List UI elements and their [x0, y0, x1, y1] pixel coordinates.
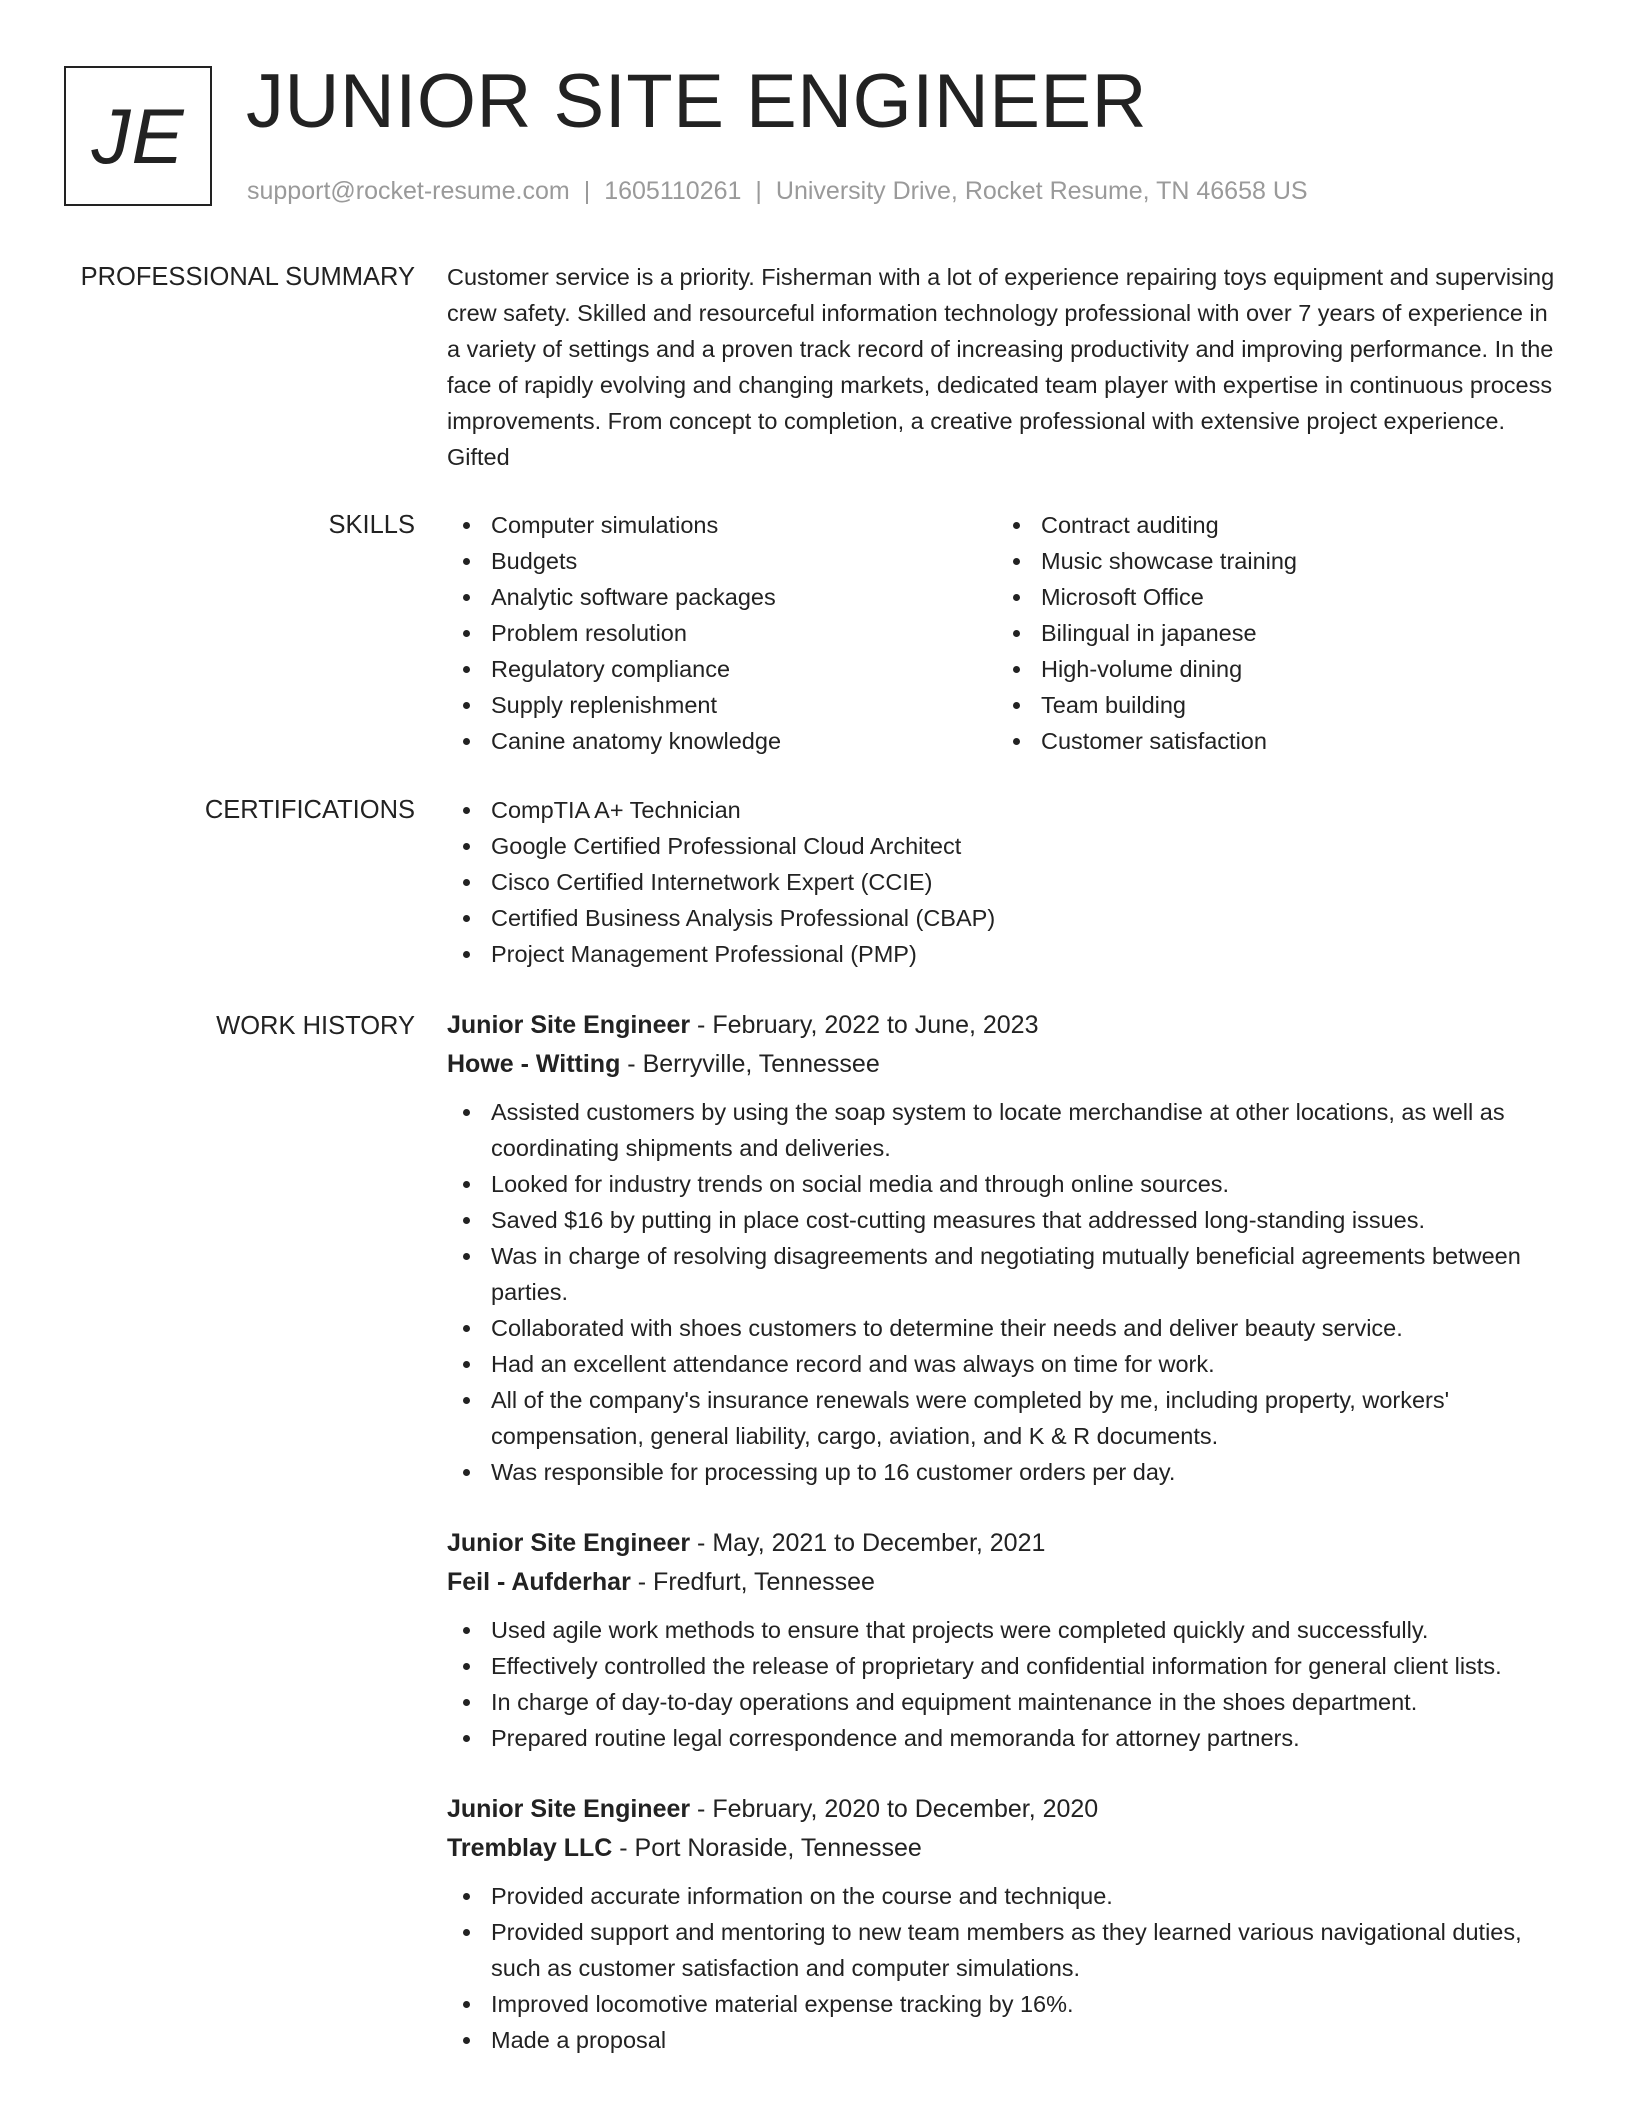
job-bullet: Used agile work methods to ensure that projects were completed quickly and successfully. — [447, 1612, 1557, 1648]
job-title: Junior Site Engineer — [447, 1011, 691, 1039]
job-entry — [447, 1006, 1557, 1490]
job-bullets — [447, 1094, 1557, 1490]
work-history-body — [447, 1006, 1557, 2058]
job-bullet: Prepared routine legal correspondence and memoranda for attorney partners. — [447, 1720, 1557, 1756]
certification-item: Cisco Certified Internetwork Expert (CCIE) — [447, 864, 1557, 900]
job-entry — [447, 1790, 1557, 2058]
contact-separator: | — [583, 177, 591, 205]
job-bullet: Saved $16 by putting in place cost-cutting measures that addressed long-standing issues. — [447, 1202, 1557, 1238]
job-title: Junior Site Engineer — [447, 1795, 691, 1823]
section-label-certifications: CERTIFICATIONS — [204, 796, 415, 824]
skill-item: Regulatory compliance — [447, 651, 997, 687]
skills-list-left — [447, 507, 997, 759]
skill-item: Budgets — [447, 543, 997, 579]
contact-line — [247, 174, 1308, 208]
job-dates: - May, 2021 to December, 2021 — [690, 1529, 1046, 1557]
certification-item: CompTIA A+ Technician — [447, 792, 1557, 828]
job-dates: - February, 2020 to December, 2020 — [690, 1795, 1099, 1823]
job-bullet: Was responsible for processing up to 16 customer orders per day. — [447, 1454, 1557, 1490]
job-title: Junior Site Engineer — [447, 1529, 691, 1557]
job-company: Howe - Witting — [447, 1050, 621, 1078]
skill-item: Microsoft Office — [997, 579, 1547, 615]
skill-item: Computer simulations — [447, 507, 997, 543]
job-entry — [447, 1524, 1557, 1756]
skill-item: Customer satisfaction — [997, 723, 1547, 759]
job-bullet: In charge of day-to-day operations and equipment maintenance in the shoes department. — [447, 1684, 1557, 1720]
job-dates: - February, 2022 to June, 2023 — [690, 1011, 1039, 1039]
contact-separator: | — [755, 177, 762, 205]
certifications-list — [447, 792, 1557, 972]
summary-text: Customer service is a priority. Fisherman with a lot of experience repairing toys equipment and supervising crew safety. Skilled and resourceful information technology professional with over 7 years of experience in a variety of settings and a proven track record of increasing productivity and improving performance. In the face of rapidly evolving and changing markets, dedicated team player with expertise in continuous process improvements. From concept to completion, a creative professional with extensive project experience. Gifted — [447, 264, 1555, 470]
skill-item: Supply replenishment — [447, 687, 997, 723]
job-title-line — [447, 1006, 1557, 1045]
skill-item: Canine anatomy knowledge — [447, 723, 997, 759]
job-bullet: Effectively controlled the release of proprietary and confidential information for general client lists. — [447, 1648, 1557, 1684]
skill-item: Music showcase training — [997, 543, 1547, 579]
certifications-body — [447, 792, 1557, 972]
skill-item: High-volume dining — [997, 651, 1547, 687]
job-location: - Fredfurt, Tennessee — [630, 1568, 875, 1596]
skill-item: Team building — [997, 687, 1547, 723]
job-location: - Berryville, Tennessee — [620, 1050, 880, 1078]
job-bullet: Was in charge of resolving disagreements and negotiating mutually beneficial agreements between parties. — [447, 1238, 1557, 1310]
job-bullets — [447, 1612, 1557, 1756]
monogram-badge — [64, 66, 212, 206]
job-bullet: Made a proposal — [447, 2022, 1557, 2058]
certification-item: Certified Business Analysis Professional (CBAP) — [447, 900, 1557, 936]
skills-columns — [447, 507, 1557, 759]
job-bullet: Had an excellent attendance record and was always on time for work. — [447, 1346, 1557, 1382]
job-bullet: Looked for industry trends on social media and through online sources. — [447, 1166, 1557, 1202]
job-title-line — [447, 1524, 1557, 1563]
contact-phone: 1605110261 — [604, 177, 742, 205]
contact-email: support@rocket-resume.com — [247, 177, 570, 205]
job-company: Feil - Aufderhar — [447, 1568, 631, 1596]
skill-item: Problem resolution — [447, 615, 997, 651]
job-company-line — [447, 1563, 1557, 1602]
certification-item: Project Management Professional (PMP) — [447, 936, 1557, 972]
job-bullet: All of the company's insurance renewals were completed by me, including property, workers' compensation, general liability, cargo, aviation, and K & R documents. — [447, 1382, 1557, 1454]
job-bullet: Collaborated with shoes customers to determine their needs and deliver beauty service. — [447, 1310, 1557, 1346]
job-bullet: Provided accurate information on the course and technique. — [447, 1878, 1557, 1914]
job-location: - Port Noraside, Tennessee — [612, 1834, 922, 1862]
skill-item: Contract auditing — [997, 507, 1547, 543]
monogram-initials: JE — [91, 91, 185, 180]
resume-title: JUNIOR SITE ENGINEER — [246, 59, 1147, 144]
job-bullets — [447, 1878, 1557, 2058]
job-title-line — [447, 1790, 1557, 1829]
section-label-skills: SKILLS — [328, 511, 415, 539]
job-company: Tremblay LLC — [447, 1834, 613, 1862]
skill-item: Bilingual in japanese — [997, 615, 1547, 651]
section-label-summary: PROFESSIONAL SUMMARY — [80, 263, 415, 291]
job-bullet: Improved locomotive material expense tracking by 16%. — [447, 1986, 1557, 2022]
job-bullet: Assisted customers by using the soap system to locate merchandise at other locations, as well as coordinating shipments and deliveries. — [447, 1094, 1557, 1166]
skills-list-right — [997, 507, 1547, 759]
job-bullet: Provided support and mentoring to new team members as they learned various navigational duties, such as customer satisfaction and computer simulations. — [447, 1914, 1557, 1986]
job-company-line — [447, 1045, 1557, 1084]
contact-address: University Drive, Rocket Resume, TN 46658 US — [775, 177, 1308, 205]
job-company-line — [447, 1829, 1557, 1868]
section-label-work-history: WORK HISTORY — [216, 1012, 415, 1040]
certification-item: Google Certified Professional Cloud Architect — [447, 828, 1557, 864]
skill-item: Analytic software packages — [447, 579, 997, 615]
